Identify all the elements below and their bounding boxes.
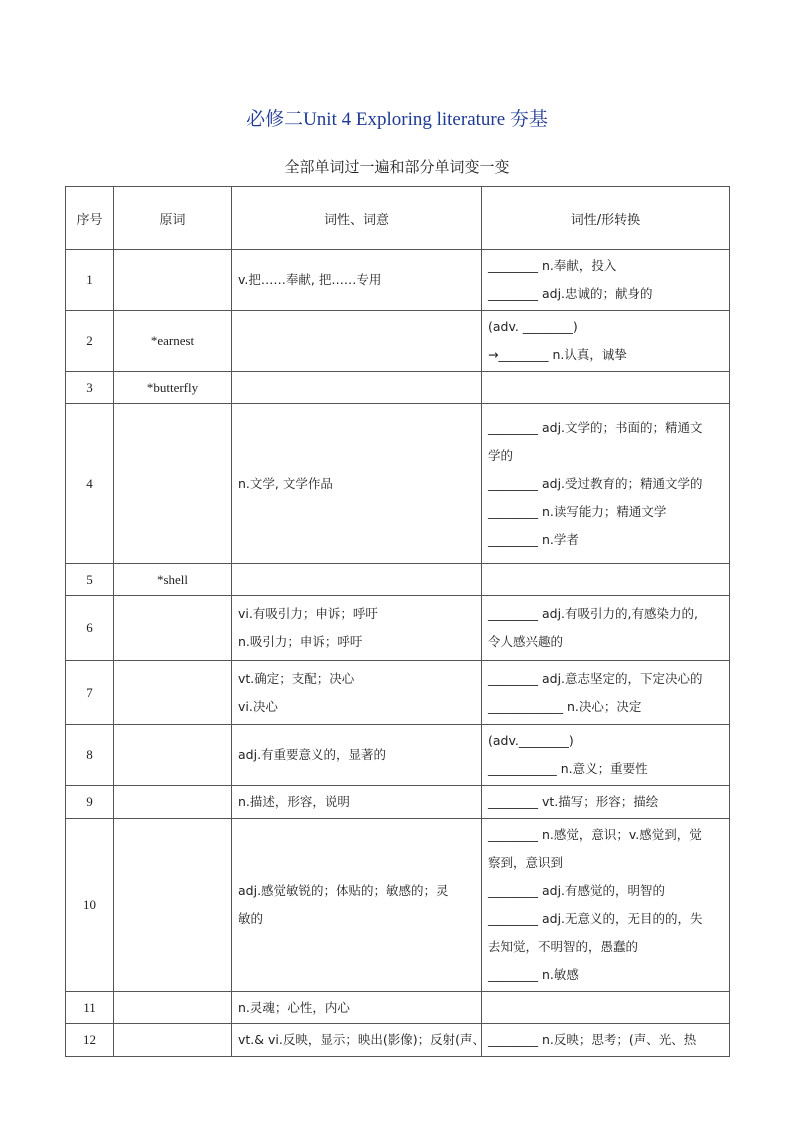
derivation-line: ________ n.反映；思考；(声、光、热: [488, 1032, 697, 1047]
row-derivation: [482, 596, 730, 661]
row-meaning: [232, 1024, 485, 1057]
table-row: [66, 786, 730, 819]
derivation-line: ________ adj.无意义的，无目的的，失: [488, 911, 703, 926]
derivation-line: ________ n.学者: [488, 531, 579, 547]
table-row: [66, 564, 730, 596]
row-derivation: [482, 661, 730, 725]
row-number: 7: [66, 661, 114, 725]
derivation-line: ________ adj.有吸引力的,有感染力的,: [488, 606, 698, 621]
meaning-line: vt.& vi.反映，显示；映出(影像)；反射(声、: [238, 1032, 485, 1047]
table-row: [66, 725, 730, 786]
derivation-line: ________ adj.意志坚定的，下定决心的: [488, 670, 703, 686]
derivation-line: 令人感兴趣的: [488, 634, 564, 649]
table-row: [66, 992, 730, 1024]
row-word: [114, 1024, 232, 1057]
derivation-line: ________ n.奉献，投入: [488, 258, 617, 273]
row-word: [114, 596, 232, 661]
row-word: [114, 404, 232, 564]
row-meaning: [232, 819, 482, 992]
row-derivation: [482, 372, 730, 404]
row-word: [114, 250, 232, 311]
row-word: *shell: [114, 564, 232, 596]
derivation-line: 去知觉，不明智的，愚蠢的: [488, 939, 639, 954]
derivation-line: ________ vt.描写；形容；描绘: [488, 794, 659, 809]
header-number: 序号: [66, 187, 114, 250]
row-meaning: [232, 661, 482, 725]
derivation-line: ________ n.读写能力；精通文学: [488, 503, 667, 519]
table-row: [66, 372, 730, 404]
meaning-line: v.把……奉献, 把……专用: [238, 272, 382, 287]
row-word: *butterfly: [114, 372, 232, 404]
row-number: 8: [66, 725, 114, 786]
row-derivation: [482, 311, 730, 372]
header-meaning: 词性、词意: [232, 187, 482, 250]
derivation-line: ________ n.敏感: [488, 967, 579, 982]
row-number: 5: [66, 564, 114, 596]
table-row: [66, 250, 730, 311]
row-derivation: [482, 1024, 730, 1057]
row-number: 4: [66, 404, 114, 564]
row-derivation: [482, 404, 730, 564]
row-number: 12: [66, 1024, 114, 1057]
table-row: [66, 311, 730, 372]
row-meaning: [232, 250, 482, 311]
row-word: [114, 992, 232, 1024]
row-derivation: [482, 725, 730, 786]
meaning-line: n.文学, 文学作品: [238, 475, 333, 491]
row-word: [114, 661, 232, 725]
meaning-line: vi.有吸引力；申诉；呼吁: [238, 606, 378, 621]
row-number: 3: [66, 372, 114, 404]
row-meaning: [232, 372, 482, 404]
header-derivation: 词性/形转换: [482, 187, 730, 250]
row-derivation: [482, 992, 730, 1024]
derivation-line: ________ adj.文学的；书面的；精通文: [488, 419, 703, 435]
row-number: 11: [66, 992, 114, 1024]
row-word: [114, 819, 232, 992]
derivation-line: ____________ n.决心；决定: [488, 698, 642, 714]
row-meaning: [232, 992, 482, 1024]
row-derivation: [482, 819, 730, 992]
row-number: 2: [66, 311, 114, 372]
table-row: [66, 819, 730, 992]
derivation-line: →________ n.认真，诚挚: [488, 347, 627, 362]
meaning-line: n.灵魂；心性，内心: [238, 999, 350, 1015]
meaning-line: n.描述，形容，说明: [238, 794, 350, 809]
row-meaning: [232, 564, 482, 596]
row-meaning: [232, 311, 482, 372]
table-row: [66, 404, 730, 564]
derivation-line: (adv.________): [488, 733, 574, 748]
derivation-line: ________ adj.有感觉的，明智的: [488, 883, 666, 898]
page-subtitle: 全部单词过一遍和部分单词变一变: [284, 158, 510, 176]
meaning-line: adj.感觉敏锐的；体贴的；敏感的；灵: [238, 883, 449, 898]
row-meaning: [232, 596, 482, 661]
derivation-line: ________ adj.忠诚的；献身的: [488, 286, 653, 301]
derivation-line: (adv. ________): [488, 319, 578, 334]
row-number: 6: [66, 596, 114, 661]
meaning-line: 敏的: [238, 911, 264, 926]
row-number: 10: [66, 819, 114, 992]
row-meaning: [232, 404, 482, 564]
derivation-line: 察到，意识到: [488, 855, 564, 870]
row-word: [114, 786, 232, 819]
page-title: 必修二Unit 4 Exploring literature 夯基: [246, 109, 548, 130]
row-word: *earnest: [114, 311, 232, 372]
meaning-line: vt.确定；支配；决心: [238, 670, 355, 686]
row-meaning: [232, 725, 482, 786]
derivation-line: ________ adj.受过教育的；精通文学的: [488, 475, 703, 491]
derivation-line: ________ n.感觉，意识；v.感觉到，觉: [488, 827, 702, 842]
row-word: [114, 725, 232, 786]
row-meaning: [232, 786, 482, 819]
table-row: [66, 596, 730, 661]
row-number: 1: [66, 250, 114, 311]
meaning-line: adj.有重要意义的，显著的: [238, 747, 387, 762]
table-header-row: [66, 187, 730, 250]
derivation-line: ___________ n.意义；重要性: [488, 761, 648, 776]
row-derivation: [482, 564, 730, 596]
derivation-line: 学的: [488, 447, 514, 463]
meaning-line: n.吸引力；申诉；呼吁: [238, 634, 363, 649]
row-number: 9: [66, 786, 114, 819]
row-derivation: [482, 250, 730, 311]
header-word: 原词: [114, 187, 232, 250]
vocab-table: [65, 186, 730, 1057]
table-row: [66, 661, 730, 725]
row-derivation: [482, 786, 730, 819]
table-row: [66, 1024, 730, 1057]
meaning-line: vi.决心: [238, 698, 278, 714]
